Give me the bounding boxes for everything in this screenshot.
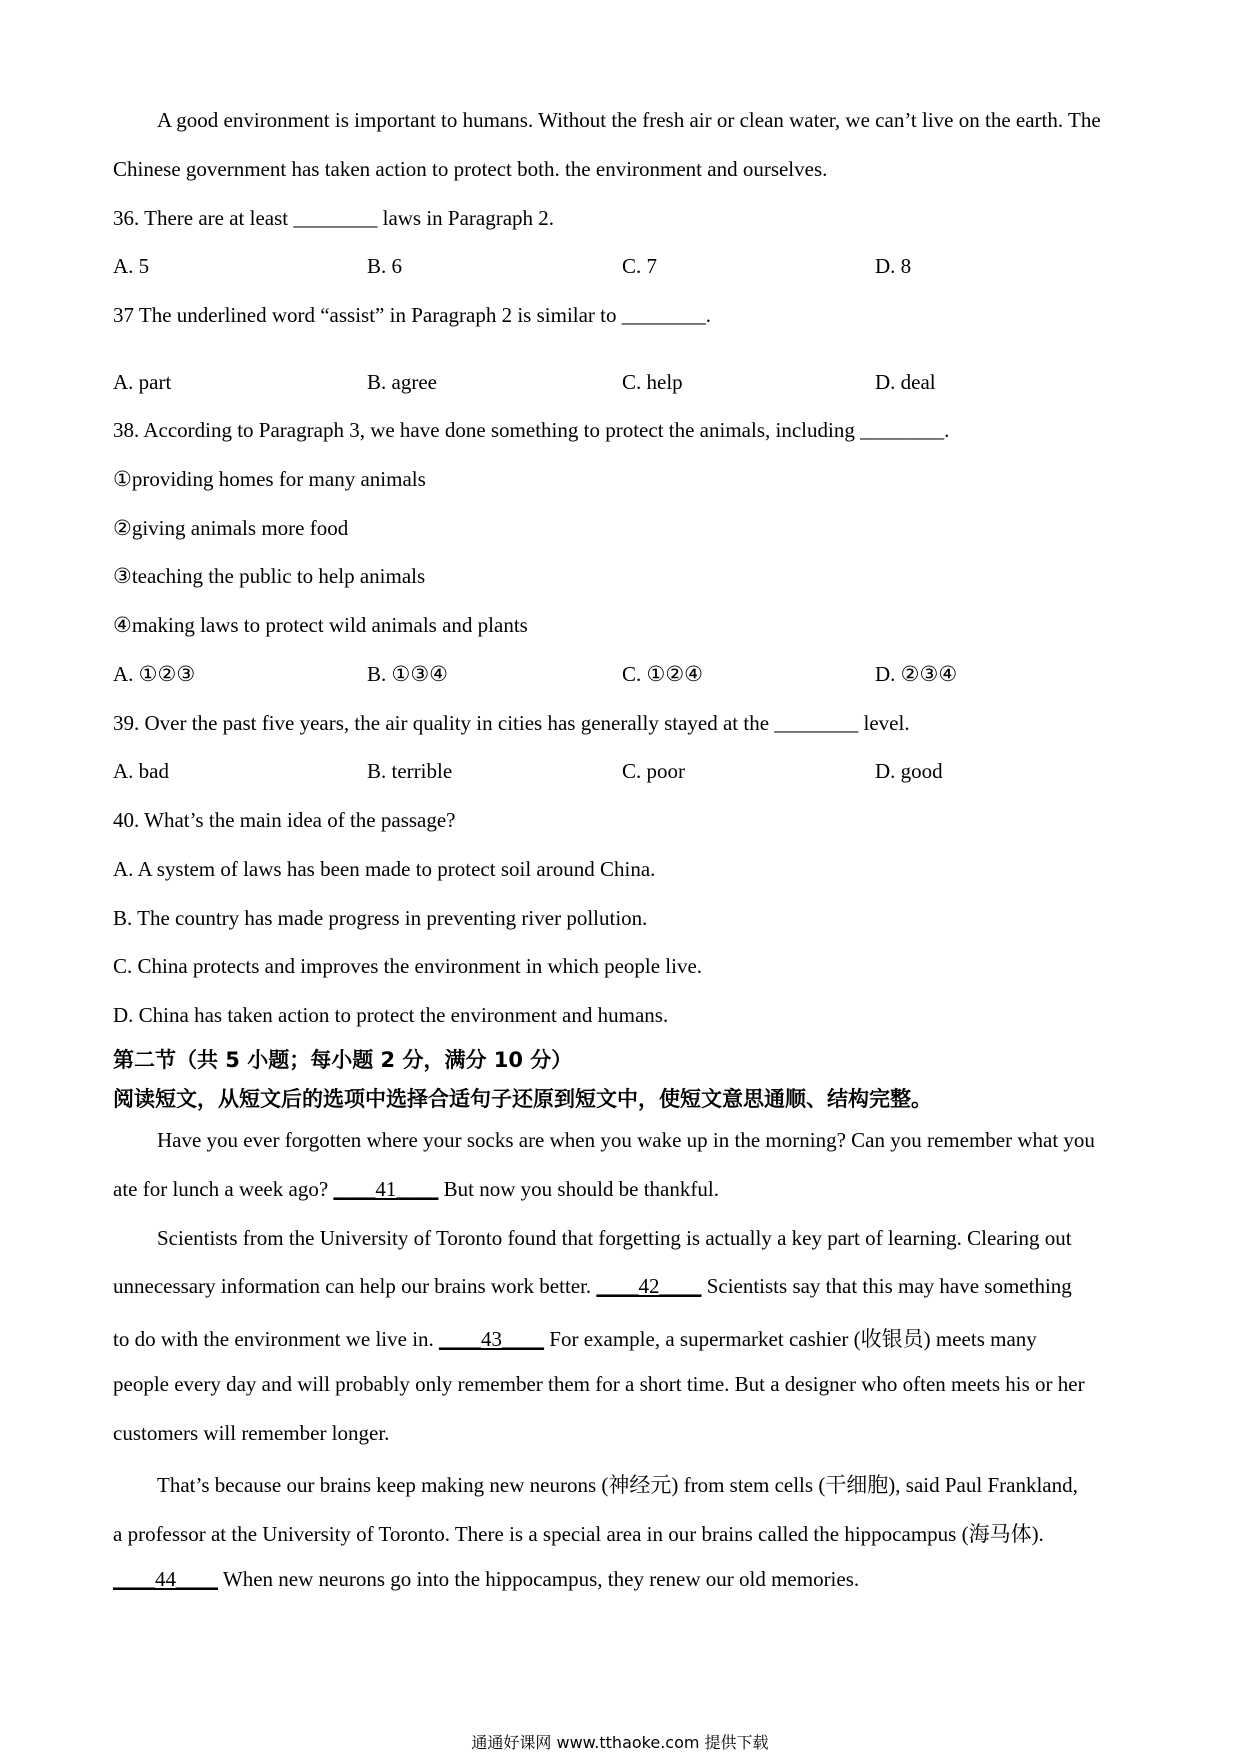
passage2-p3-line2: a professor at the University of Toronto. There is a special area in our brains called the hippocampus (海马体). — [113, 1522, 1044, 1546]
passage1-line1: A good environment is important to humans. Without the fresh air or clean water, we can’t live on the earth. The — [157, 108, 1101, 132]
q40-option-a: A. A system of laws has been made to protect soil around China. — [113, 857, 656, 881]
q37-option-a: A. part — [113, 370, 172, 394]
q38-stem: 38. According to Paragraph 3, we have done something to protect the animals, including ________. — [113, 418, 950, 442]
q38-item-4: ④making laws to protect wild animals and plants — [113, 613, 528, 637]
passage2-p1-line2 — [113, 1177, 719, 1202]
text-segment: For example, a supermarket cashier (收银员) meets many — [544, 1327, 1037, 1351]
q39-option-c: C. poor — [622, 759, 685, 783]
passage2-p2-line5: customers will remember longer. — [113, 1421, 390, 1445]
q39-options — [113, 759, 1133, 785]
q37-option-c: C. help — [622, 370, 683, 394]
text-segment: unnecessary information can help our brains work better. — [113, 1274, 597, 1298]
q36-option-c: C. 7 — [622, 254, 658, 278]
q38-item-2: ②giving animals more food — [113, 516, 349, 540]
text-segment: to do with the environment we live in. — [113, 1327, 440, 1351]
q36-option-d: D. 8 — [875, 254, 912, 278]
q40-option-d: D. China has taken action to protect the environment and humans. — [113, 1003, 669, 1027]
q38-option-b: B. ①③④ — [367, 662, 448, 686]
q40-stem: 40. What’s the main idea of the passage? — [113, 808, 456, 832]
q37-stem: 37 The underlined word “assist” in Paragraph 2 is similar to ________. — [113, 303, 712, 327]
text-segment: ate for lunch a week ago? — [113, 1177, 334, 1201]
passage2-p3-line3 — [113, 1567, 859, 1592]
passage2-p1-line1: Have you ever forgotten where your socks are when you wake up in the morning? Can you remember what you — [157, 1128, 1095, 1152]
q37-option-d: D. deal — [875, 370, 936, 394]
q39-option-b: B. terrible — [367, 759, 453, 783]
q40-option-b: B. The country has made progress in preventing river pollution. — [113, 906, 648, 930]
q38-option-d: D. ②③④ — [875, 662, 958, 686]
passage2-p3-line1: That’s because our brains keep making new neurons (神经元) from stem cells (干细胞), said Paul Frankland, — [157, 1473, 1078, 1497]
blank-42: ____42____ — [596, 1274, 702, 1298]
blank-41: ____41____ — [333, 1177, 439, 1201]
passage2-p2-line2 — [113, 1274, 1072, 1299]
text-segment: Scientists say that this may have something — [701, 1274, 1072, 1298]
blank-44: ____44____ — [113, 1567, 218, 1591]
q38-option-c: C. ①②④ — [622, 662, 703, 686]
q38-item-1: ①providing homes for many animals — [113, 467, 426, 491]
passage2-p2-line3 — [113, 1323, 1037, 1353]
q38-option-a: A. ①②③ — [113, 662, 196, 686]
q38-item-3: ③teaching the public to help animals — [113, 564, 426, 588]
q36-options — [113, 254, 1133, 280]
page-footer: 通通好课网 www.tthaoke.com 提供下载 — [471, 1733, 769, 1752]
section2-heading: 第二节（共 5 小题；每小题 2 分，满分 10 分） — [113, 1048, 573, 1072]
q36-option-a: A. 5 — [113, 254, 150, 278]
passage1-line2: Chinese government has taken action to protect both. the environment and ourselves. — [113, 157, 828, 181]
q39-stem: 39. Over the past five years, the air quality in cities has generally stayed at the ________ level. — [113, 711, 910, 735]
passage2-p2-line1: Scientists from the University of Toronto found that forgetting is actually a key part of learning. Clearing out — [157, 1226, 1072, 1250]
text-segment: When new neurons go into the hippocampus, they renew our old memories. — [218, 1567, 860, 1591]
q37-options — [113, 370, 1133, 396]
q39-option-d: D. good — [875, 759, 943, 783]
section2-instruction: 阅读短文，从短文后的选项中选择合适句子还原到短文中，使短文意思通顺、结构完整。 — [113, 1087, 932, 1111]
passage2-p2-line4: people every day and will probably only remember them for a short time. But a designer who often meets his or her — [113, 1372, 1085, 1396]
q36-stem: 36. There are at least ________ laws in Paragraph 2. — [113, 206, 555, 230]
q40-option-c: C. China protects and improves the environment in which people live. — [113, 954, 703, 978]
q39-option-a: A. bad — [113, 759, 169, 783]
q36-option-b: B. 6 — [367, 254, 403, 278]
blank-43: ____43____ — [439, 1327, 545, 1351]
text-segment: But now you should be thankful. — [438, 1177, 719, 1201]
q38-options — [113, 662, 1133, 688]
q37-option-b: B. agree — [367, 370, 437, 394]
